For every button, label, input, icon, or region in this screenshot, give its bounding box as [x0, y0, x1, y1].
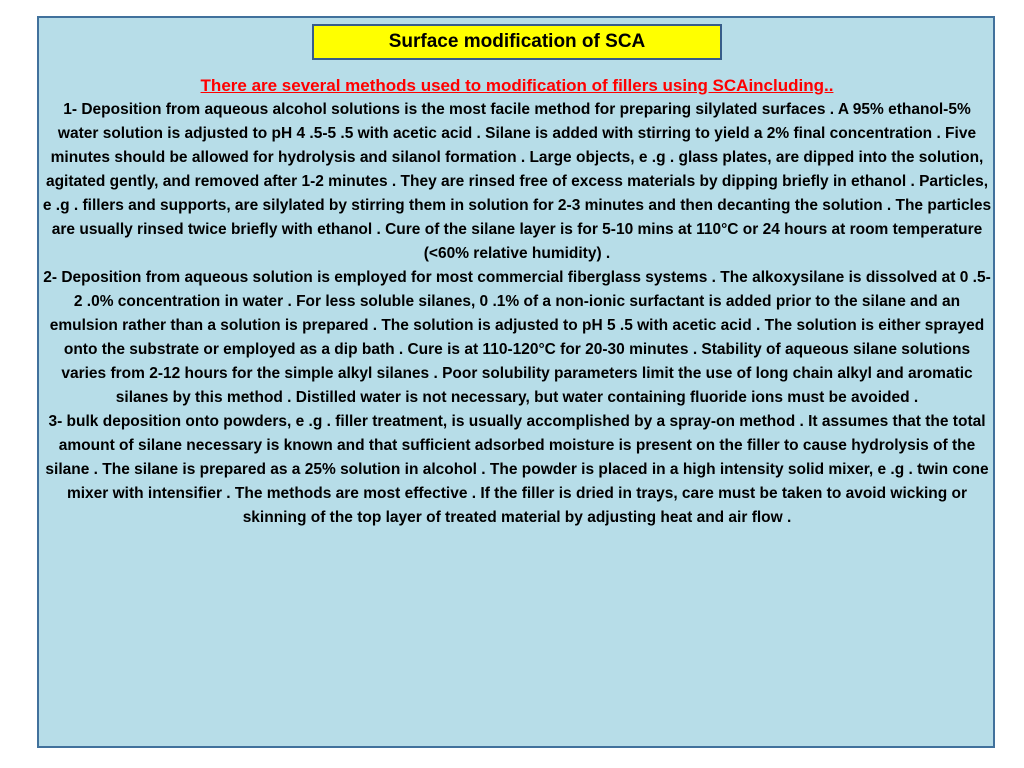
body-text [42, 74, 992, 530]
slide-title: Surface modification of SCA [312, 24, 722, 60]
method-1-text: 1- Deposition from aqueous alcohol solutions is the most facile method for preparing silylated surfaces . A 95% ethanol-5% water solution is adjusted to pH 4 .5-5 .5 with acetic acid . Silane is added with stirring to yield a 2% final concentration . Five minutes should be allowed for hydrolysis and silanol formation . Large objects, e .g . glass plates, are dipped into the solution, agitated gently, and removed after 1-2 minutes . They are rinsed free of excess materials by dipping briefly in ethanol . Particles, e .g . fillers and supports, are silylated by stirring them in solution for 2-3 minutes and then decanting the solution . The particles are usually rinsed twice briefly with ethanol . Cure of the silane layer is for 5-10 mins at 110°C or 24 hours at room temperature (<60% relative humidity) . [42, 101, 992, 262]
method-2-text: 2- Deposition from aqueous solution is employed for most commercial fiberglass systems . The alkoxysilane is dissolved at 0 .5-2 .0% concentration in water . For less soluble silanes, 0 .1% of a non-ionic surfactant is added prior to the silane and an emulsion rather than a solution is prepared . The solution is adjusted to pH 5 .5 with acetic acid . The solution is either sprayed onto the substrate or employed as a dip bath . Cure is at 110-120°C for 20-30 minutes . Stability of aqueous silane solutions varies from 2-12 hours for the simple alkyl silanes . Poor solubility parameters limit the use of long chain alkyl and aromatic silanes by this method . Distilled water is not necessary, but water containing fluoride ions must be avoided . [43, 269, 991, 406]
intro-text: There are several methods used to modification of fillers using SCAincluding.. [200, 76, 834, 95]
method-3-text: 3- bulk deposition onto powders, e .g . filler treatment, is usually accomplished by a spray-on method . It assumes that the total amount of silane necessary is known and that sufficient adsorbed moisture is present on the filler to cause hydrolysis of the silane . The silane is prepared as a 25% solution in alcohol . The powder is placed in a high intensity solid mixer, e .g . twin cone mixer with intensifier . The methods are most effective . If the filler is dried in trays, care must be taken to avoid wicking or skinning of the top layer of treated material by adjusting heat and air flow . [45, 413, 989, 526]
